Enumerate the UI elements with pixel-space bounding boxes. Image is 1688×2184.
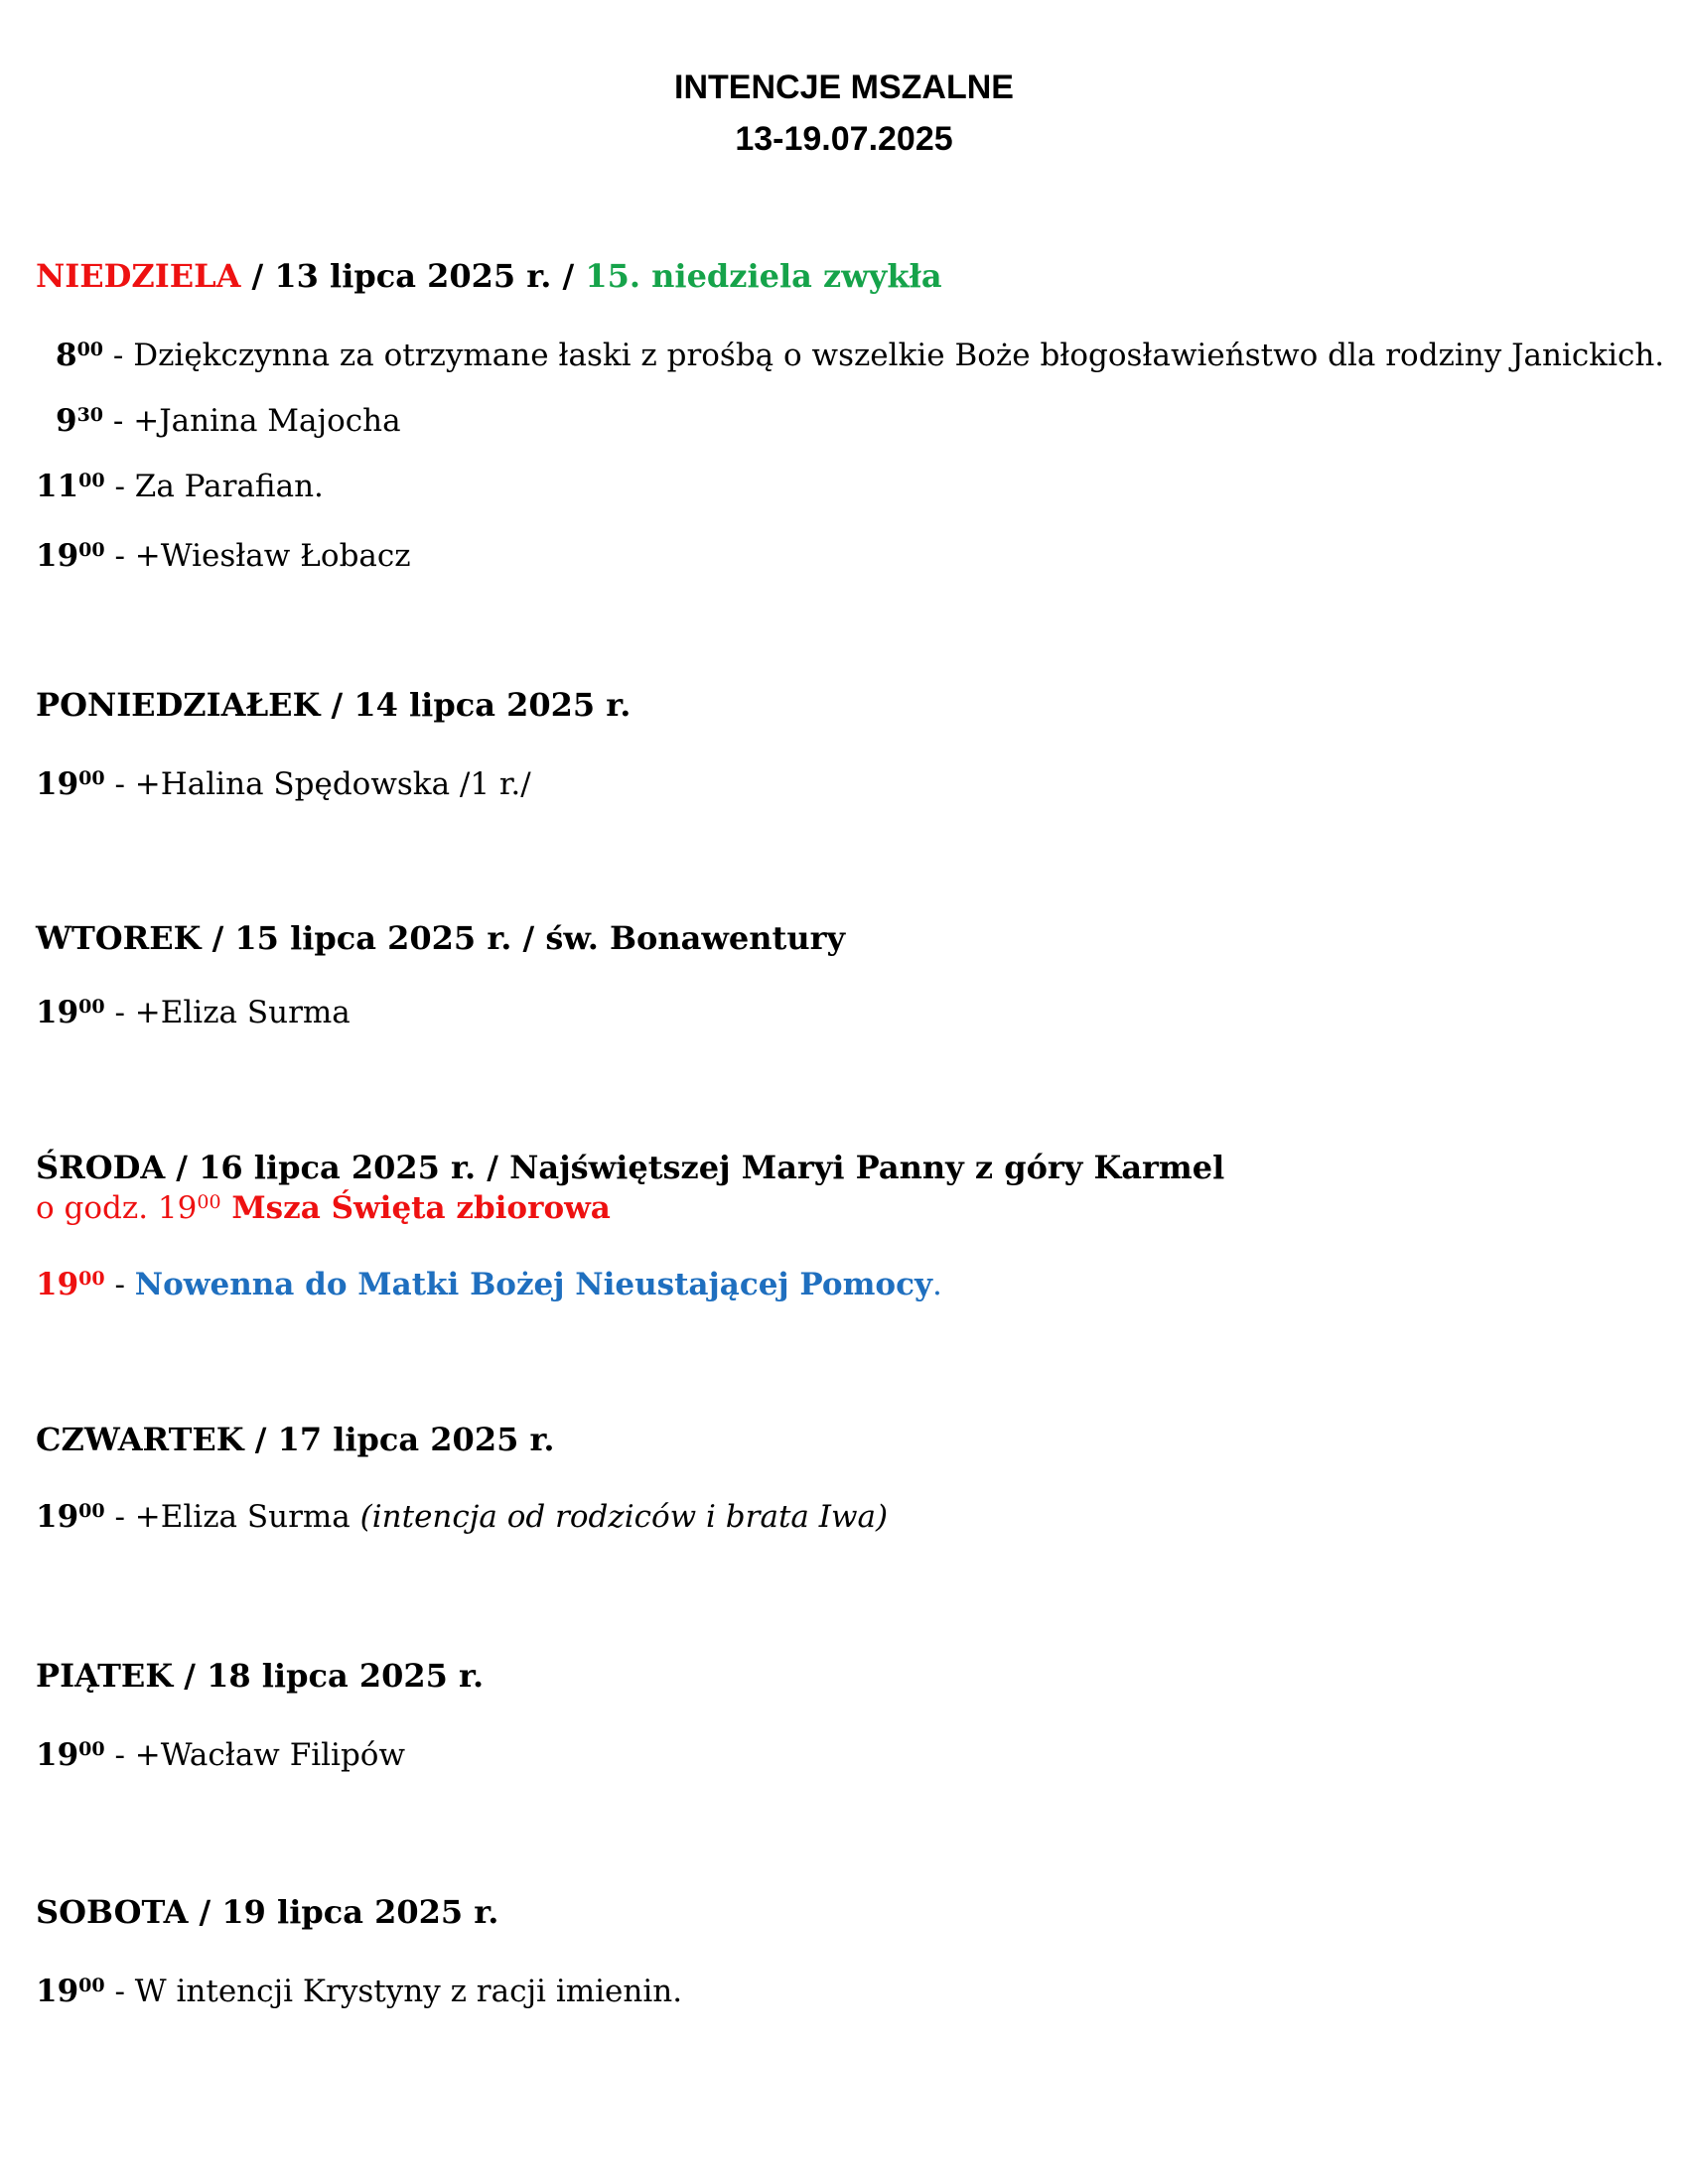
mass-entry: $19^{00}$ - +Wacław Filipów (36, 1737, 405, 1773)
day-heading-sunday (36, 256, 942, 296)
day-date: / 13 lipca 2025 r. / (240, 257, 586, 295)
day-heading-monday: PONIEDZIAŁEK / 14 lipca 2025 r. (36, 686, 632, 724)
mass-entry: $19^{00}$ - +Halina Spędowska /1 r./ (36, 766, 531, 802)
page-title: INTENCJE MSZALNE (674, 68, 1014, 106)
novena-title: Nowenna do Matki Bożej Nieustającej Pomocy (134, 1267, 932, 1302)
mass-intention: +Wiesław Łobacz (134, 538, 411, 574)
day-heading-tuesday: WTOREK / 15 lipca 2025 r. / św. Bonawentury (36, 919, 846, 957)
mass-time: $8^{00}$ (56, 338, 104, 373)
mass-entry: $11^{00}$ - Za Parafian. (36, 469, 324, 504)
mass-time: $19^{00}$ (36, 995, 105, 1030)
mass-time: $19^{00}$ (36, 538, 105, 574)
mass-entry: $19^{00}$ - +Eliza Surma (36, 995, 351, 1030)
mass-intention: +Eliza Surma (134, 1499, 360, 1535)
mass-time: $11^{00}$ (36, 469, 105, 504)
mass-intention: W intencji Krystyny z racji imienin. (134, 1974, 683, 2009)
feast-name: 15. niedziela zwykła (585, 257, 942, 295)
mass-time: $19^{00}$ (36, 766, 105, 802)
page-header (0, 62, 1688, 165)
mass-entry: $19^{00}$ - +Wiesław Łobacz (36, 538, 411, 574)
mass-entry: $19^{00}$ - W intencji Krystyny z racji imienin. (36, 1974, 683, 2009)
mass-intention: +Halina Spędowska /1 r./ (134, 766, 531, 802)
intention-note: (intencja od rodziców i brata Iwa) (359, 1499, 889, 1535)
mass-time: $9^{30}$ (56, 403, 104, 439)
mass-intention: +Wacław Filipów (134, 1737, 405, 1773)
day-heading-thursday: CZWARTEK / 17 lipca 2025 r. (36, 1421, 555, 1458)
mass-time: $19^{00}$ (36, 1974, 105, 2009)
mass-time: $19^{00}$ (36, 1267, 105, 1302)
collective-mass-note: o godz. $19^{00}$ Msza Święta zbiorowa (36, 1190, 611, 1226)
mass-intention: +Eliza Surma (134, 995, 351, 1030)
day-name: NIEDZIELA (36, 257, 241, 295)
mass-time: $19^{00}$ (36, 1737, 105, 1773)
day-heading-wednesday: ŚRODA / 16 lipca 2025 r. / Najświętszej Maryi Panny z góry Karmel (36, 1149, 1225, 1186)
mass-entry: $9^{30}$ - +Janina Majocha (56, 403, 401, 439)
mass-time: $19^{00}$ (36, 1499, 105, 1535)
mass-entry: $19^{00}$ - +Eliza Surma (intencja od rodziców i brata Iwa) (36, 1499, 889, 1535)
mass-entry: $8^{00}$ - Dziękczynna za otrzymane łaski z prośbą o wszelkie Boże błogosławieństwo dla rodziny Janickich. (56, 338, 1665, 373)
date-range: 13-19.07.2025 (735, 120, 953, 158)
day-heading-friday: PIĄTEK / 18 lipca 2025 r. (36, 1657, 485, 1695)
mass-entry: $19^{00}$ - Nowenna do Matki Bożej Nieustającej Pomocy. (36, 1267, 942, 1302)
mass-intention: Dziękczynna za otrzymane łaski z prośbą o wszelkie Boże błogosławieństwo dla rodziny Janickich. (133, 338, 1665, 373)
mass-intention: Za Parafian. (134, 469, 324, 504)
mass-intention: +Janina Majocha (133, 403, 401, 439)
day-heading-saturday: SOBOTA / 19 lipca 2025 r. (36, 1893, 499, 1931)
